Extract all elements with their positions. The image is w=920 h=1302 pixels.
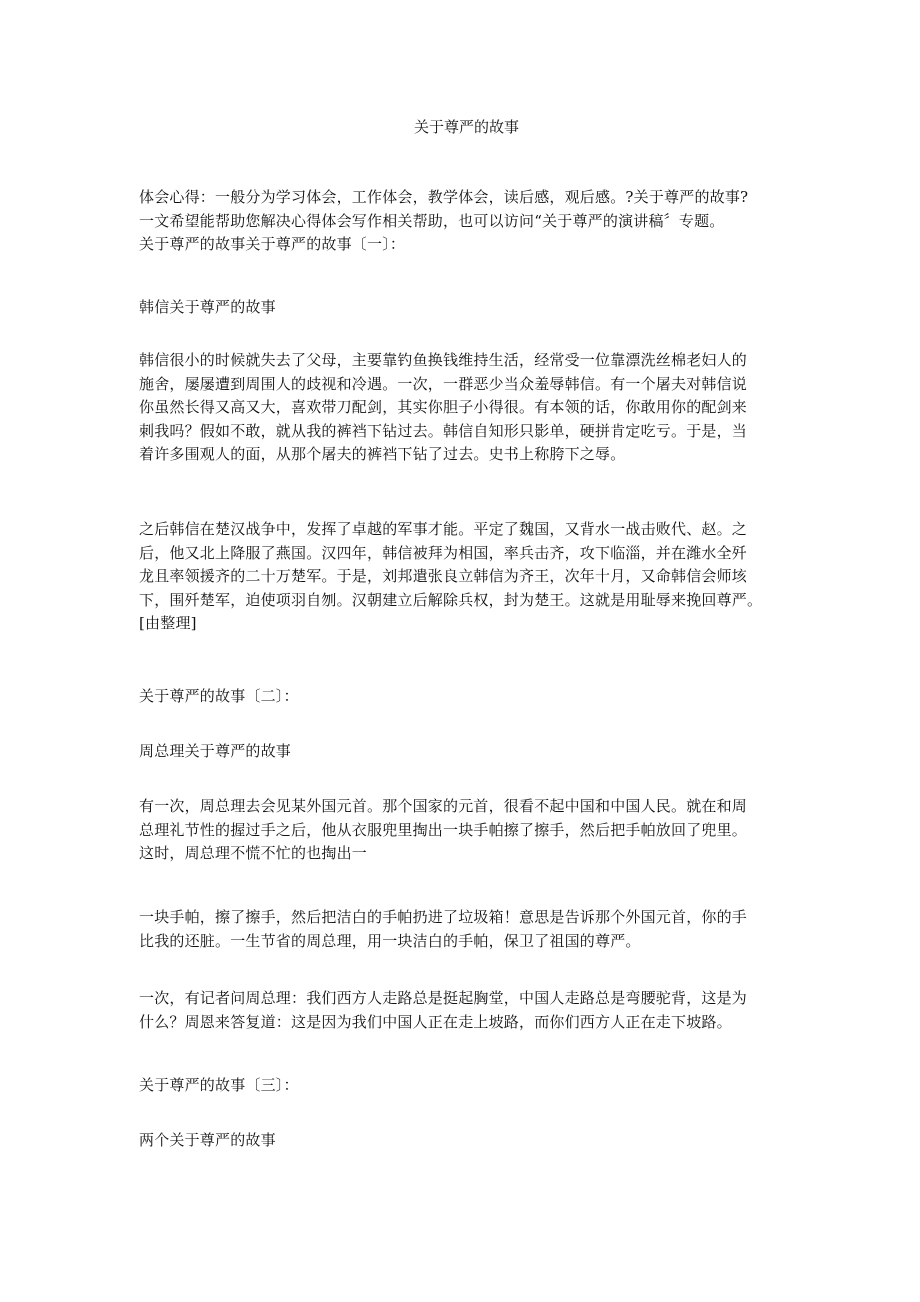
- heading-hanxin-text: 韩信关于尊严的故事: [139, 298, 276, 316]
- paragraph-line: 龙且率领援齐的二十万楚军。于是，刘邦遣张良立韩信为齐王，次年十月，又命韩信会师垓: [139, 567, 748, 586]
- intro-line: 关于尊严的故事关于尊严的故事〔一〕：: [139, 235, 406, 254]
- paragraph-line: 这时，周总理不慌不忙的也掏出一: [139, 844, 368, 863]
- paragraph-line: 你虽然长得又高又大，喜欢带刀配剑，其实你胆子小得很。有本领的话，你敢用你的配剑来: [139, 398, 748, 417]
- heading-zhou-text: 周总理关于尊严的故事: [139, 742, 292, 760]
- paragraph-line: 刺我吗？假如不敢，就从我的裤裆下钻过去。韩信自知形只影单，硬拼肯定吃亏。于是，当: [139, 421, 748, 440]
- heading-two-stories: [139, 1129, 794, 1153]
- paragraph-line: 施舍，屡屡遭到周围人的歧视和冷遇。一次，一群恶少当众羞辱韩信。有一个屠夫对韩信说: [139, 374, 748, 393]
- intro-paragraph: [139, 186, 794, 257]
- paragraph-line: 着许多围观人的面，从那个屠夫的裤裆下钻了过去。史书上称胯下之辱。: [139, 445, 626, 464]
- paragraph-line: 有一次，周总理去会见某外国元首。那个国家的元首，很看不起中国和中国人民。就在和周: [139, 797, 748, 815]
- paragraph-line: 一块手帕，擦了擦手，然后把洁白的手帕扔进了垃圾箱！意思是告诉那个外国元首，你的手: [139, 908, 748, 926]
- intro-line: 体会心得：一般分为学习体会，工作体会，教学体会，读后感，观后感。?关于尊严的故事?: [139, 188, 749, 206]
- paragraph-line: 一次，有记者问周总理：我们西方人走路总是挺起胸堂，中国人走路总是弯腰驼背，这是为: [139, 989, 748, 1007]
- paragraph-line: 后，他又北上降服了燕国。汉四年，韩信被拜为相国，率兵击齐，攻下临淄，并在潍水全歼: [139, 543, 748, 562]
- paragraph-line: 比我的还脏。一生节省的周总理，用一块洁白的手帕，保卫了祖国的尊严。: [139, 931, 641, 950]
- document-title: 关于尊严的故事: [413, 118, 519, 136]
- paragraph-line: 韩信很小的时候就失去了父母，主要靠钓鱼换钱维持生活，经常受一位靠漂洗丝棉老妇人的: [139, 351, 748, 369]
- paragraph-line: 总理礼节性的握过手之后，他从衣服兜里掏出一块手帕擦了擦手，然后把手帕放回了兜里。: [139, 820, 748, 839]
- paragraph-line: 下，围歼楚军，迫使项羽自刎。汉朝建立后解除兵权，封为楚王。这就是用耻辱来挽回尊严。: [139, 590, 763, 609]
- heading-zhou: [139, 740, 794, 764]
- paragraph-zhou-3: [139, 987, 794, 1034]
- paragraph-hanxin-2: [139, 518, 794, 636]
- section-heading-2-text: 关于尊严的故事〔二〕：: [139, 687, 299, 705]
- paragraph-line: 什么？周恩来答复道：这是因为我们中国人正在走上坡路，而你们西方人正在走下坡路。: [139, 1012, 732, 1031]
- paragraph-zhou-2: [139, 906, 794, 953]
- section-heading-3: [139, 1074, 794, 1098]
- heading-two-stories-text: 两个关于尊严的故事: [139, 1131, 276, 1149]
- intro-line: 一文希望能帮助您解决心得体会写作相关帮助，也可以访问“关于尊严的演讲稿〞专题。: [139, 211, 725, 230]
- paragraph-hanxin-1: [139, 349, 794, 467]
- paragraph-line: [由整理]: [139, 614, 197, 633]
- paragraph-zhou-1: [139, 795, 794, 866]
- paragraph-line: 之后韩信在楚汉战争中，发挥了卓越的军事才能。平定了魏国，又背水一战击败代、赵。之: [139, 520, 748, 538]
- section-heading-2: [139, 685, 794, 709]
- heading-hanxin: [139, 296, 794, 320]
- section-heading-3-text: 关于尊严的故事〔三〕：: [139, 1076, 299, 1094]
